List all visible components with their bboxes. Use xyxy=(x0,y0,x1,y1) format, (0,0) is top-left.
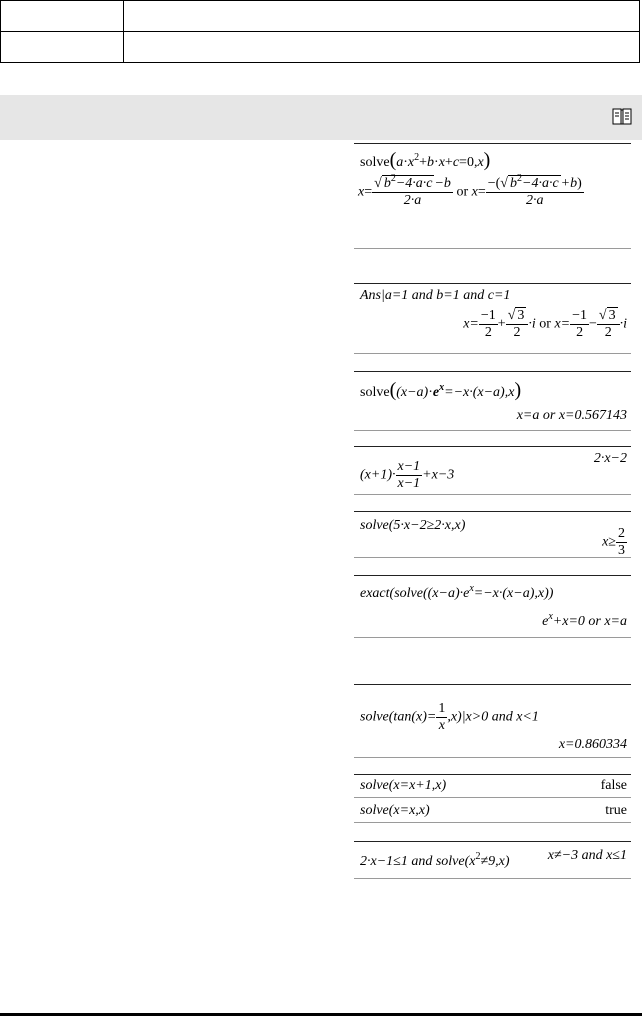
table-row xyxy=(1,32,640,63)
example-input: solve(x=x+1,x) xyxy=(360,778,447,793)
example-tan xyxy=(354,685,631,755)
example-result: true xyxy=(605,803,627,818)
divider xyxy=(354,494,631,495)
example-quadratic xyxy=(354,144,631,244)
divider xyxy=(354,430,631,431)
example-result: x≠−3 and x≤1 xyxy=(547,848,627,863)
example-simplify xyxy=(354,447,631,492)
example-combined xyxy=(354,842,631,878)
example-result: x= $\frac{-1}{2}$ + $\frac{√ 3}{2}$ ·i or x= $\frac{-1}{2}$ − $\frac{√ 3}{2}$ ·i xyxy=(463,308,627,340)
example-input: Ans|a=1 and b=1 and c=1 xyxy=(360,288,511,303)
example-result: $e^x+x=0$ or x=a xyxy=(542,611,627,629)
example-false-true xyxy=(354,775,631,821)
example-input: (x+1)· $\frac{x-1}{x-1}$ +x−3 xyxy=(360,459,455,491)
example-input: solve(tan(x)= $\frac{1}{x}$ ,x)|x>0 and x<1 xyxy=(360,701,539,733)
example-result: false xyxy=(600,778,627,793)
example-input: $solve((x-a)\cdot e^x=-x\cdot(x-a),x)$ xyxy=(360,379,522,401)
example-result: x=a or x=0.567143 xyxy=(516,408,627,423)
divider xyxy=(354,878,631,879)
divider xyxy=(354,557,631,558)
section-banner xyxy=(0,95,642,140)
divider xyxy=(354,353,631,354)
divider xyxy=(354,757,631,758)
table-cell xyxy=(1,1,124,32)
divider xyxy=(354,822,631,823)
divider xyxy=(354,797,631,798)
example-result: x≥ $\frac{2}{3}$ xyxy=(602,526,625,558)
example-solve-exp xyxy=(354,372,631,428)
divider xyxy=(354,637,631,638)
example-input: $solve(a\cdot x^2+b\cdot x+c=0,x)$ xyxy=(360,149,491,171)
example-input: solve(5·x−2≥2·x,x) xyxy=(360,518,466,533)
footer-rule xyxy=(0,1013,642,1016)
example-result: x= $\frac{√ b^2-4\cdot a\cdot c -b}{2\cdot a}$ or x= $\frac{-(√ b^2-4\cdot a\cdot c +b)}{2\cdot a}$ xyxy=(358,173,582,208)
table-row xyxy=(1,1,640,32)
table-cell xyxy=(124,32,640,63)
example-result: x=0.860334 xyxy=(558,737,627,752)
example-input: solve(x=x,x) xyxy=(360,803,430,818)
example-ans-substitution xyxy=(354,284,631,350)
example-input: 2·x−1≤1 and $solve(x^2\ne 9,x)$ xyxy=(360,851,510,869)
example-result: 2·x−2 xyxy=(593,451,627,466)
table-cell xyxy=(124,1,640,32)
top-table xyxy=(0,0,640,63)
table-cell xyxy=(1,32,124,63)
divider xyxy=(354,248,631,249)
example-exact xyxy=(354,576,631,636)
example-input: $exact(solve((x-a)\cdot e^x=-x\cdot(x-a),x))$ xyxy=(360,583,554,601)
book-icon xyxy=(612,108,632,126)
example-inequality xyxy=(354,512,631,556)
